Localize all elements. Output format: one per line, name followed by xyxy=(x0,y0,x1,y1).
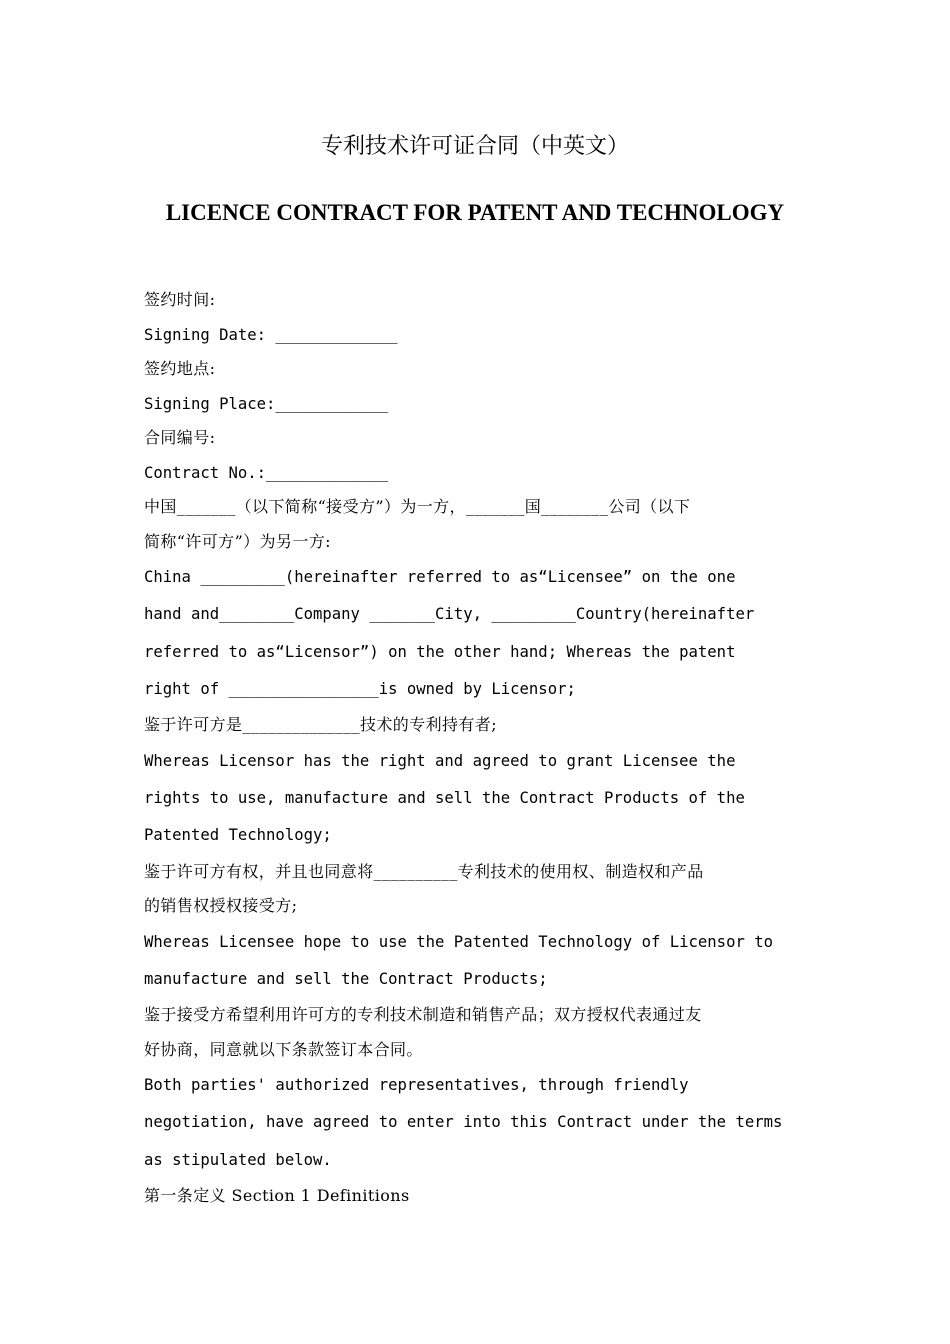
document-title-chinese: 专利技术许可证合同（中英文） xyxy=(320,134,629,159)
body-line: manufacture and sell the Contract Products; xyxy=(144,969,548,988)
body-line: hand and________Company _______City, _________Country(hereinafter xyxy=(144,605,755,624)
document-title-english: LICENCE CONTRACT FOR PATENT AND TECHNOLOGY xyxy=(165,200,785,225)
body-line: 签约时间: xyxy=(144,290,216,309)
body-line: 中国_______（以下简称“接受方”）为一方，_______国________公司（以下 xyxy=(144,497,691,516)
body-line: right of ________________is owned by Licensor; xyxy=(144,679,576,698)
body-line: 的销售权授权接受方; xyxy=(144,896,298,916)
body-line: Contract No.:_____________ xyxy=(144,463,389,482)
body-line: 鉴于许可方是______________技术的专利持有者; xyxy=(144,715,497,735)
body-line: 鉴于许可方有权，并且也同意将__________专利技术的使用权、制造权和产品 xyxy=(144,861,704,881)
body-line: negotiation, have agreed to enter into this Contract under the terms xyxy=(144,1113,783,1132)
body-line: Patented Technology; xyxy=(144,826,332,845)
body-line: China _________(hereinafter referred to as“Licensee” on the one xyxy=(144,568,736,586)
body-line: 简称“许可方”）为另一方: xyxy=(144,531,331,551)
body-line: Signing Date: _____________ xyxy=(144,325,398,344)
body-line: Signing Place:____________ xyxy=(144,394,389,413)
body-line: as stipulated below. xyxy=(144,1150,332,1169)
body-line: 签约地点: xyxy=(144,359,216,378)
body-line: 好协商，同意就以下条款签订本合同。 xyxy=(144,1039,423,1059)
body-line: Whereas Licensor has the right and agreed to grant Licensee the xyxy=(144,751,736,770)
body-line: Both parties' authorized representatives, through friendly xyxy=(144,1076,689,1095)
document-body xyxy=(144,283,810,1214)
body-line: referred to as“Licensor”) on the other hand; Whereas the patent xyxy=(144,642,736,661)
body-line: rights to use, manufacture and sell the Contract Products of the xyxy=(144,788,745,807)
body-line: 第一条定义 Section 1 Definitions xyxy=(144,1186,410,1206)
body-line: 鉴于接受方希望利用许可方的专利技术制造和销售产品；双方授权代表通过友 xyxy=(144,1005,702,1025)
body-line: 合同编号: xyxy=(144,428,216,447)
body-line: Whereas Licensee hope to use the Patented Technology of Licensor to xyxy=(144,932,774,951)
